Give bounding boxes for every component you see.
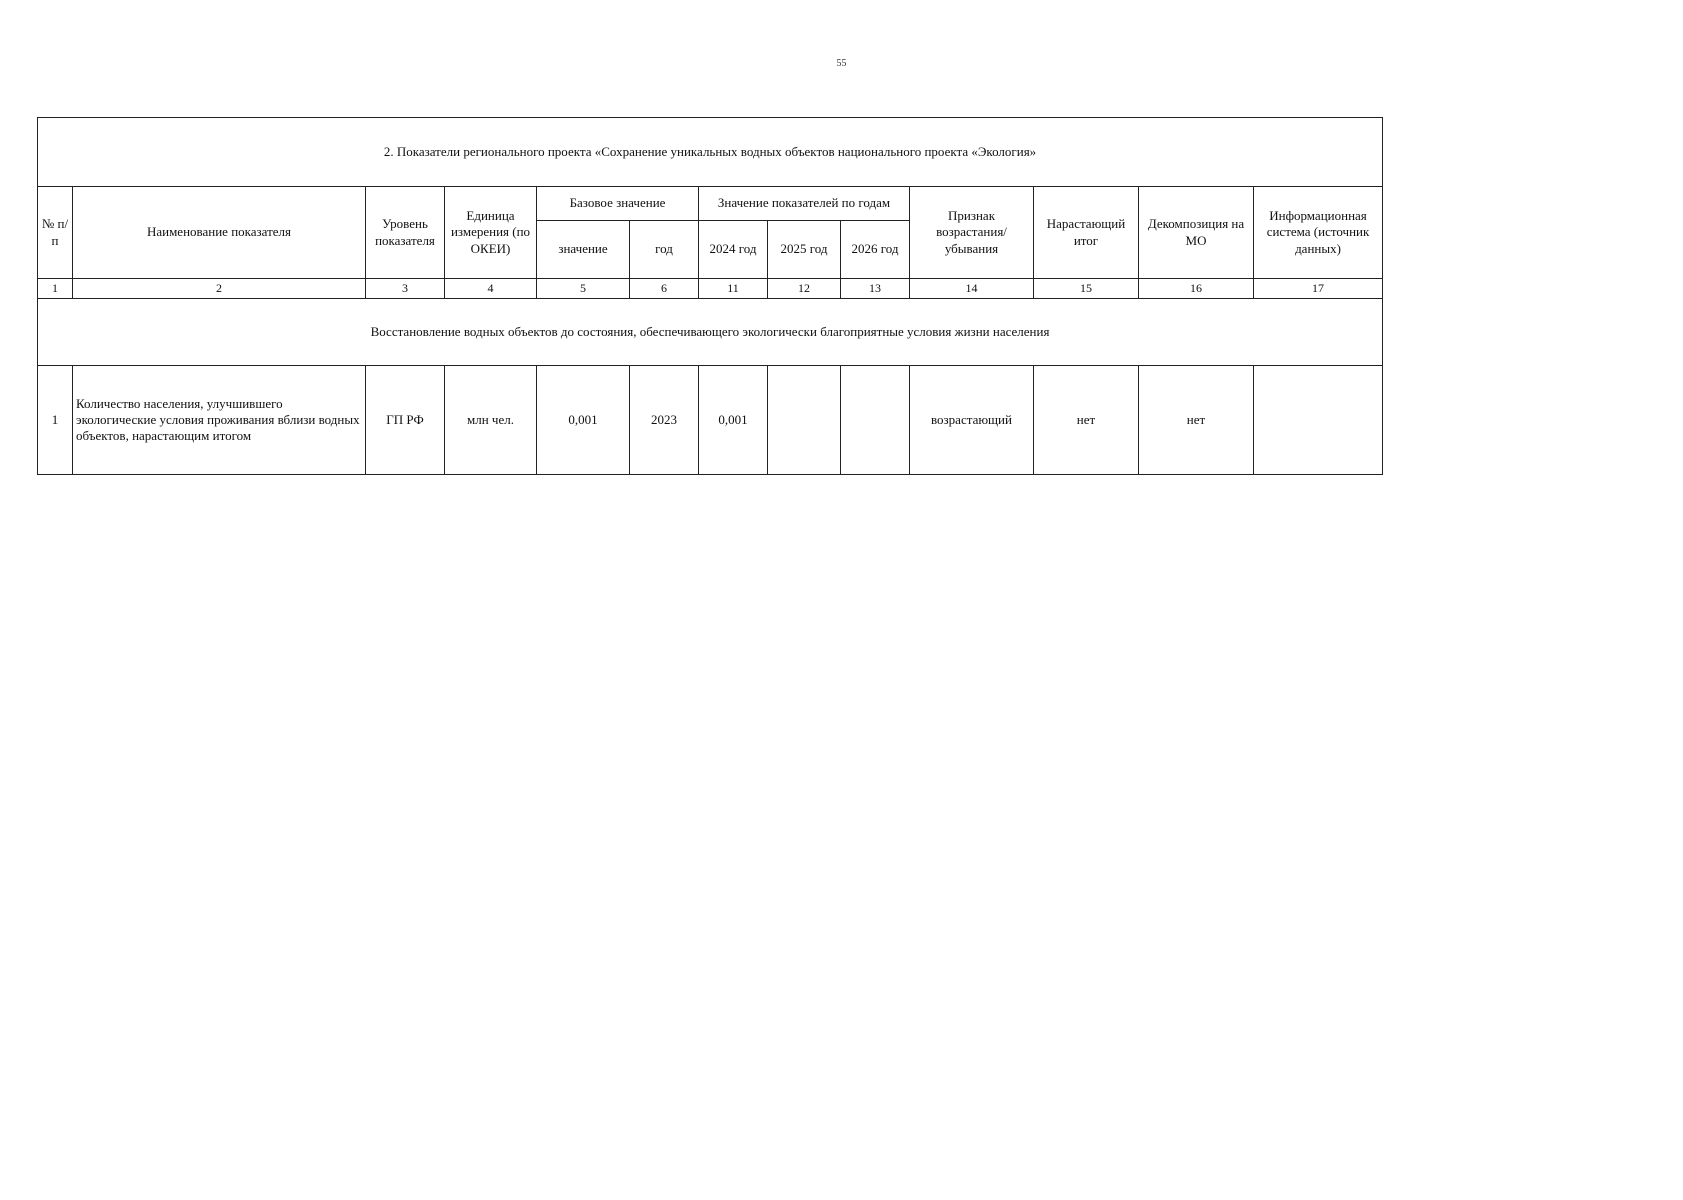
header-2024: 2024 год: [699, 221, 768, 279]
page-number: 55: [836, 58, 847, 69]
row-unit: млн чел.: [445, 366, 537, 475]
indicators-table: [37, 117, 1383, 475]
row-trend: возрастающий: [910, 366, 1034, 475]
header-base: Базовое значение: [537, 187, 699, 221]
column-number: 3: [366, 279, 445, 299]
row-2024: 0,001: [699, 366, 768, 475]
row-base-value: 0,001: [537, 366, 630, 475]
header-base-year: год: [630, 221, 699, 279]
column-number: 17: [1254, 279, 1383, 299]
section-title: 2. Показатели регионального проекта «Сохранение уникальных водных объектов национального проекта «Экология»: [38, 118, 1383, 187]
header-name: Наименование показателя: [73, 187, 366, 279]
column-number: 13: [841, 279, 910, 299]
column-number: 5: [537, 279, 630, 299]
header-cumulative: Нарастающий итог: [1034, 187, 1139, 279]
row-index: 1: [38, 366, 73, 475]
column-number: 1: [38, 279, 73, 299]
column-number: 2: [73, 279, 366, 299]
header-2025: 2025 год: [768, 221, 841, 279]
row-2026: [841, 366, 910, 475]
column-number: 14: [910, 279, 1034, 299]
row-decomposition: нет: [1139, 366, 1254, 475]
row-info-system: [1254, 366, 1383, 475]
header-num: № п/п: [38, 187, 73, 279]
row-name: Количество населения, улучшившего экологические условия проживания вблизи водных объектов, нарастающим итогом: [73, 366, 366, 475]
column-number: 12: [768, 279, 841, 299]
header-level: Уровень показателя: [366, 187, 445, 279]
subsection-title: Восстановление водных объектов до состояния, обеспечивающего экологически благоприятные условия жизни населения: [38, 299, 1383, 366]
header-trend: Признак возрастания/ убывания: [910, 187, 1034, 279]
header-2026: 2026 год: [841, 221, 910, 279]
table-row: [38, 366, 1383, 475]
column-number: 6: [630, 279, 699, 299]
column-number: 11: [699, 279, 768, 299]
column-number: 16: [1139, 279, 1254, 299]
column-number-row: [38, 279, 1383, 299]
header-decomposition: Декомпозиция на МО: [1139, 187, 1254, 279]
row-base-year: 2023: [630, 366, 699, 475]
row-cumulative: нет: [1034, 366, 1139, 475]
header-base-value: значение: [537, 221, 630, 279]
row-2025: [768, 366, 841, 475]
column-number: 15: [1034, 279, 1139, 299]
header-by-years: Значение показателей по годам: [699, 187, 910, 221]
header-info-system: Информационная система (источник данных): [1254, 187, 1383, 279]
row-level: ГП РФ: [366, 366, 445, 475]
header-unit: Единица измерения (по ОКЕИ): [445, 187, 537, 279]
column-number: 4: [445, 279, 537, 299]
